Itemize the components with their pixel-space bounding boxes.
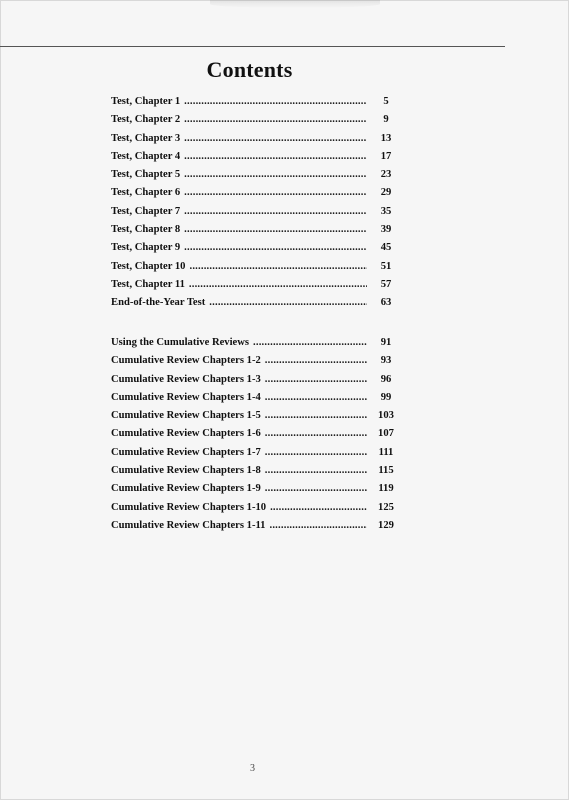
- leader-dots: [184, 96, 367, 107]
- entry-page: 45: [380, 242, 392, 254]
- leader-dots: [209, 297, 367, 308]
- leader-dots: [265, 465, 367, 476]
- entry-title: Test, Chapter 6: [111, 187, 181, 199]
- entry-page: 103: [378, 410, 394, 422]
- toc-entry: [111, 520, 401, 538]
- toc-entry: [111, 297, 401, 315]
- entry-title: Cumulative Review Chapters 1-6: [111, 428, 261, 440]
- leader-dots: [265, 392, 367, 403]
- entry-title: End-of-the-Year Test: [111, 297, 206, 309]
- leader-dots: [265, 355, 367, 366]
- entry-title: Cumulative Review Chapters 1-5: [111, 410, 261, 422]
- toc-entry: [111, 428, 401, 446]
- leader-dots: [253, 337, 367, 348]
- entry-title: Cumulative Review Chapters 1-11: [111, 519, 266, 531]
- entry-title: Cumulative Review Chapters 1-7: [111, 446, 261, 458]
- entry-title: Test, Chapter 4: [111, 150, 181, 162]
- toc-entry: [111, 206, 401, 224]
- entry-title: Test, Chapter 5: [111, 169, 181, 181]
- leader-dots: [269, 520, 367, 531]
- toc-entry: [111, 96, 401, 114]
- leader-dots: [184, 187, 367, 198]
- entry-title: Test, Chapter 3: [111, 132, 181, 144]
- entry-page: 23: [380, 169, 392, 181]
- entry-page: 111: [378, 446, 394, 458]
- entry-page: 35: [380, 205, 392, 217]
- scan-shadow: [210, 0, 380, 8]
- toc-entry: [111, 337, 401, 355]
- entry-page: 29: [380, 187, 392, 199]
- entry-title: Test, Chapter 8: [111, 224, 181, 236]
- entry-title: Test, Chapter 11: [111, 278, 185, 290]
- leader-dots: [265, 447, 367, 458]
- entry-title: Cumulative Review Chapters 1-9: [111, 483, 261, 495]
- page-title: Contents: [206, 57, 293, 82]
- leader-dots: [184, 206, 367, 217]
- leader-dots: [189, 261, 367, 272]
- toc-entry: [111, 483, 401, 501]
- entry-title: Test, Chapter 2: [111, 114, 181, 126]
- entry-page: 5: [383, 96, 389, 107]
- leader-dots: [265, 428, 367, 439]
- leader-dots: [189, 279, 367, 290]
- entry-page: 57: [380, 278, 392, 290]
- entry-page: 129: [378, 519, 394, 531]
- leader-dots: [265, 374, 367, 385]
- entry-title: Test, Chapter 10: [111, 260, 186, 272]
- toc-entry: [111, 374, 401, 392]
- entry-page: 99: [380, 391, 392, 403]
- entry-title: Cumulative Review Chapters 1-3: [111, 373, 261, 385]
- entry-title: Test, Chapter 7: [111, 205, 181, 217]
- entry-page: 119: [378, 483, 394, 495]
- leader-dots: [184, 169, 367, 180]
- toc-entry: [111, 392, 401, 410]
- entry-page: 13: [380, 132, 392, 144]
- entry-title: Cumulative Review Chapters 1-10: [111, 501, 267, 513]
- entry-page: 91: [380, 337, 392, 348]
- toc-entry: [111, 151, 401, 169]
- toc-entry: [111, 447, 401, 465]
- toc-entry: [111, 133, 401, 151]
- leader-dots: [184, 114, 367, 125]
- entry-title: Test, Chapter 1: [111, 96, 181, 107]
- reviews-list: [111, 337, 401, 538]
- leader-dots: [270, 502, 367, 513]
- entry-page: 39: [380, 224, 392, 236]
- toc-entry: [111, 169, 401, 187]
- toc-entry: [111, 187, 401, 205]
- top-rule: [0, 46, 505, 47]
- leader-dots: [184, 133, 367, 144]
- page-number: 3: [250, 763, 255, 774]
- entry-page: 115: [378, 465, 394, 477]
- toc-entry: [111, 114, 401, 132]
- leader-dots: [265, 410, 367, 421]
- toc-entry: [111, 279, 401, 297]
- entry-title: Cumulative Review Chapters 1-4: [111, 391, 261, 403]
- leader-dots: [184, 151, 367, 162]
- toc-entry: [111, 261, 401, 279]
- leader-dots: [184, 242, 367, 253]
- toc-entry: [111, 224, 401, 242]
- toc-entry: [111, 502, 401, 520]
- leader-dots: [184, 224, 367, 235]
- entry-title: Test, Chapter 9: [111, 242, 181, 254]
- toc-entry: [111, 355, 401, 373]
- toc-entry: [111, 242, 401, 260]
- entry-page: 51: [380, 260, 392, 272]
- entry-title: Using the Cumulative Reviews: [111, 337, 250, 348]
- entry-title: Cumulative Review Chapters 1-2: [111, 355, 261, 367]
- entry-page: 63: [380, 297, 392, 309]
- entry-page: 9: [383, 114, 389, 126]
- entry-page: 17: [380, 150, 392, 162]
- entry-page: 125: [378, 501, 394, 513]
- toc-entry: [111, 465, 401, 483]
- entry-title: Cumulative Review Chapters 1-8: [111, 465, 261, 477]
- entry-page: 96: [380, 373, 392, 385]
- toc-entry: [111, 410, 401, 428]
- tests-list: [111, 96, 401, 316]
- leader-dots: [265, 483, 367, 494]
- entry-page: 93: [380, 355, 392, 367]
- entry-page: 107: [378, 428, 394, 440]
